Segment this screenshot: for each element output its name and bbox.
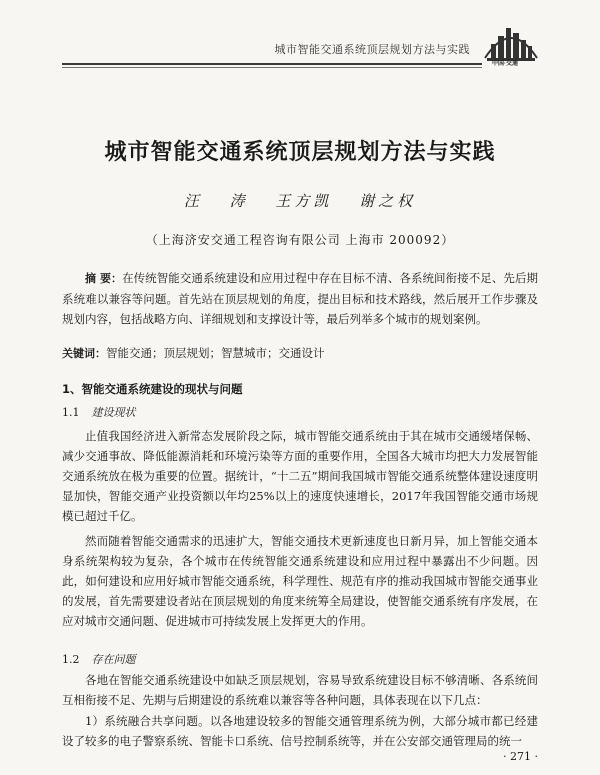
subsection-title: 存在问题	[91, 653, 136, 666]
abstract-text: 在传统智能交通系统建设和应用过程中存在目标不清、各系统间衔接不足、先后期系统难以兼容等问题。首先站在顶层规划的角度，提出目标和技术路线，然后展开工作步骤及规划内容，包括战略方向、详细规划和支撑设计等，最后列举多个城市的规划案例。	[62, 271, 538, 326]
subsection-heading	[62, 651, 136, 667]
article-title: 城市智能交通系统顶层规划方法与实践	[104, 139, 496, 165]
paragraph: 各地在智能交通系统建设中如缺乏顶层规划，容易导致系统建设目标不够清晰、各系统间互相衔接不足、先期与后期建设的系统难以兼容等各种问题，具体表现在以下几点：	[62, 673, 538, 707]
section-heading: 1、智能交通系统建设的现状与问题	[62, 382, 243, 396]
authors: 汪 涛 王方凯 谢之权	[183, 192, 417, 210]
paragraph: 然而随着智能交通需求的迅速扩大，智能交通技术更新速度也日新月异，加上智能交通本身系统架构较为复杂，各个城市在传统智能交通系统建设和应用过程中暴露出不少问题。因此，如何建设和应用好城市智能交通系统，科学理性、规范有序的推动我国城市智能交通事业的发展，首先需要建设者站在顶层规划的角度来统筹全局建设，使智能交通系统有序发展，在应对城市交通问题、促进城市可持续发展上发挥更大的作用。	[62, 534, 538, 628]
paragraph: 止值我国经济进入新常态发展阶段之际，城市智能交通系统由于其在城市交通缓堵保畅、减少交通事故、降低能源消耗和环境污染等方面的重要作用，全国各大城市均把大力发展智能交通系统放在极为重要的位置。据统计，“十二五”期间我国城市智能交通系统整体建设速度明显加快，智能交通产业投资额以年均25%以上的速度快速增长，2017年我国智能交通市场规模已超过千亿。	[62, 429, 538, 523]
keywords-text: 智能交通；顶层规划；智慧城市；交通设计	[106, 346, 325, 360]
running-title: 城市智能交通系统顶层规划方法与实践	[274, 44, 470, 56]
keywords	[62, 343, 538, 364]
abstract-label: 摘 要：	[85, 272, 123, 285]
abstract	[62, 268, 538, 329]
paragraph: 1）系统融合共享问题。以各地建设较多的智能交通管理系统为例，大部分城市都已经建设了较多的电子警察系统、智能卡口系统、信号控制系统等，并在公安部交通管理局的统一	[62, 714, 538, 748]
logo-caption: 中国·交通	[492, 61, 518, 67]
header-rule	[62, 63, 482, 65]
keywords-label: 关键词：	[62, 347, 106, 360]
header-rule-thin	[62, 67, 482, 68]
page-number: · 271 ·	[503, 750, 538, 763]
subsection-title: 建设现状	[91, 406, 136, 419]
subsection-heading	[62, 404, 136, 420]
affiliation: （上海济安交通工程咨询有限公司 上海市 200092）	[145, 233, 455, 247]
subsection-number: 1.2	[62, 653, 80, 666]
subsection-number: 1.1	[62, 406, 80, 419]
